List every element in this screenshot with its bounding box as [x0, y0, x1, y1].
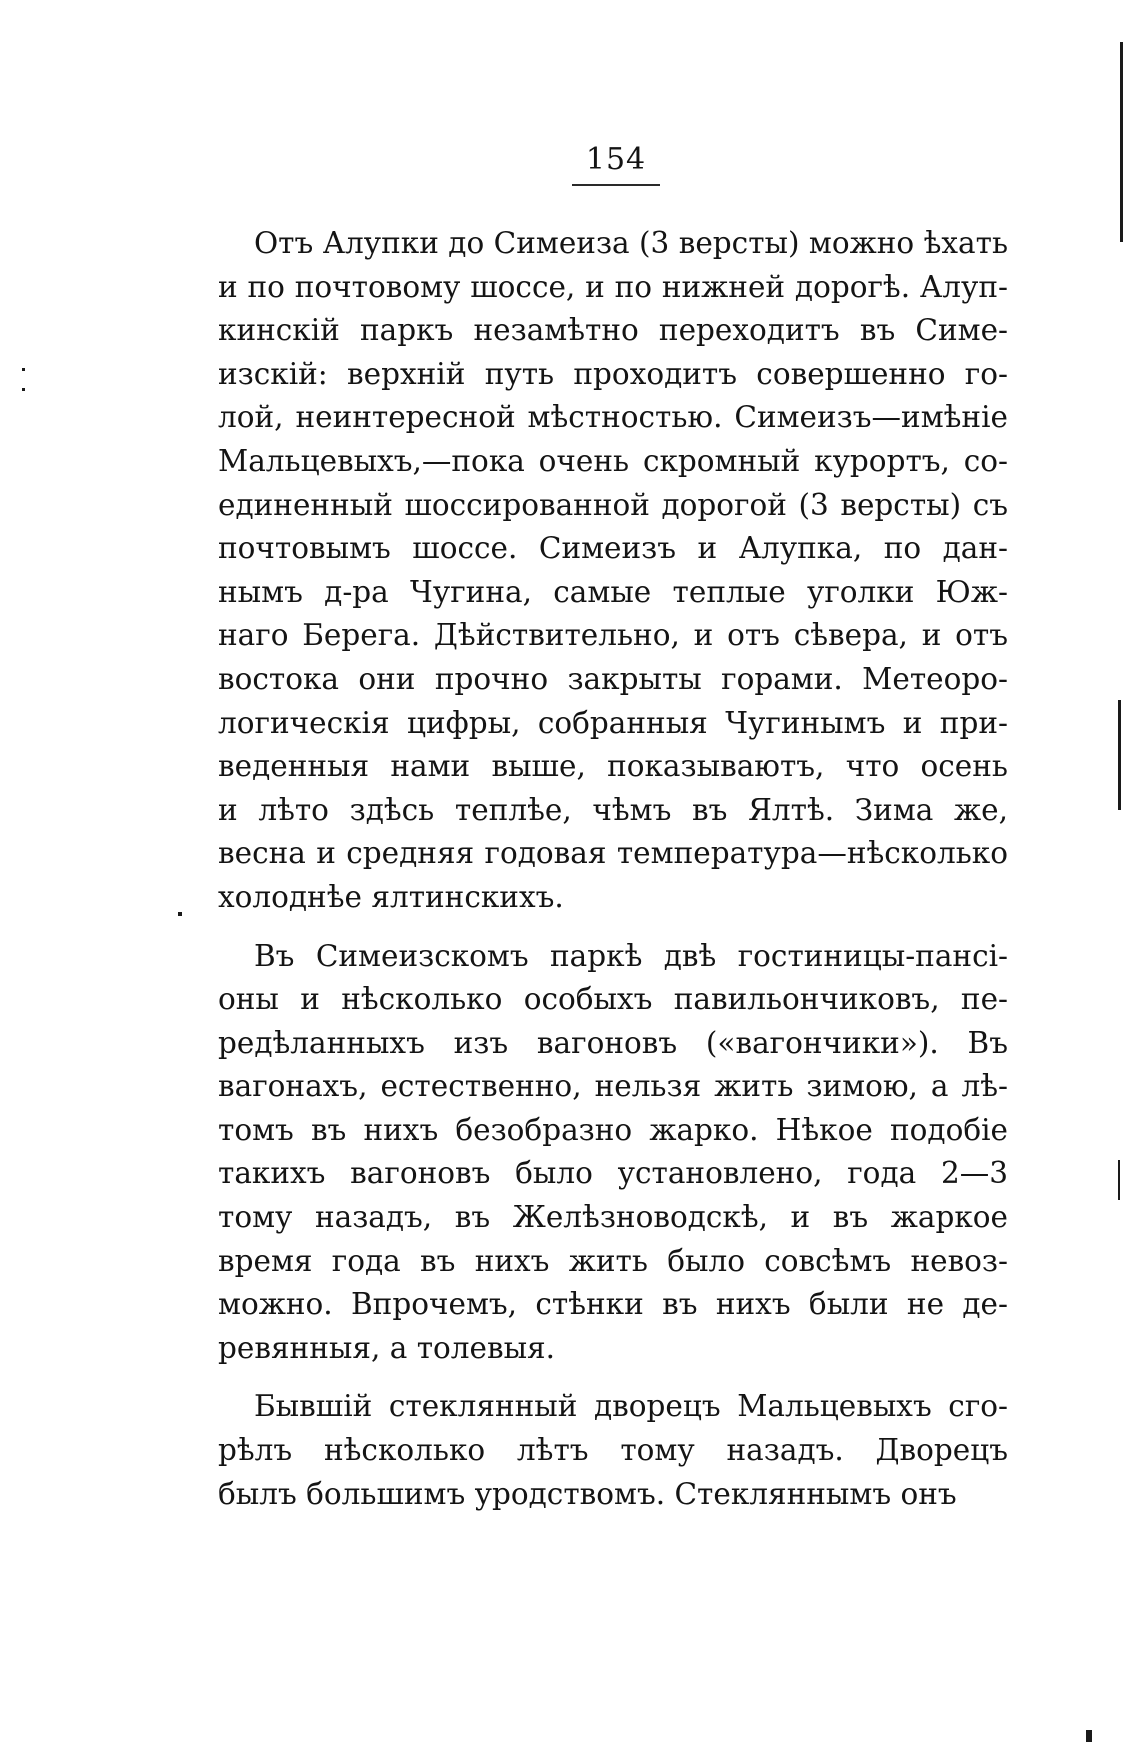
text-line: почтовымъ шоссе. Симеизъ и Алупка, по дан-: [218, 531, 1008, 566]
text-line: и лѣто здѣсь теплѣе, чѣмъ въ Ялтѣ. Зима же,: [218, 792, 1008, 827]
text-line: вагонахъ, естественно, нельзя жить зимою, а лѣ-: [218, 1069, 1008, 1104]
scan-edge-mark: [1118, 1160, 1120, 1200]
text-line: Въ Симеизскомъ паркѣ двѣ гостиницы-пансі-: [254, 938, 1008, 973]
text-line: востока они прочно закрыты горами. Метеоро-: [218, 661, 1008, 696]
text-line: веденныя нами выше, показываютъ, что осень: [218, 749, 1008, 784]
text-line: рѣлъ нѣсколько лѣтъ тому назадъ. Дворецъ: [218, 1433, 1008, 1468]
paragraph: [218, 1385, 1008, 1516]
scan-speck: [22, 388, 25, 391]
text-line: томъ въ нихъ безобразно жарко. Нѣкое подобіе: [218, 1112, 1008, 1147]
text-line: холоднѣе ялтинскихъ.: [218, 879, 564, 914]
text-line: лой, неинтересной мѣстностью. Симеизъ—имѣніе: [218, 400, 1008, 435]
text-line: весна и средняя годовая температура—нѣсколько: [218, 836, 1008, 871]
body-text: [218, 222, 1008, 1531]
text-line: Бывшій стеклянный дворецъ Мальцевыхъ сго-: [254, 1389, 1008, 1424]
text-line: время года въ нихъ жить было совсѣмъ невоз-: [218, 1243, 1008, 1278]
scan-speck: [178, 912, 182, 916]
text-line: изскій: верхній путь проходитъ совершенно го-: [218, 356, 1008, 391]
text-line: ревянныя, а толевыя.: [218, 1330, 556, 1365]
text-line: единенный шоссированной дорогой (3 версты) съ: [218, 487, 1008, 522]
paragraph: [218, 935, 1008, 1371]
text-line: Мальцевыхъ,—пока очень скромный курортъ, со-: [218, 443, 1008, 478]
text-line: оны и нѣсколько особыхъ павильончиковъ, пе-: [218, 982, 1008, 1017]
paragraph: [218, 222, 1008, 920]
scan-edge-mark: [1120, 42, 1123, 242]
scan-speck: [22, 368, 25, 371]
page-number-rule: [572, 184, 660, 186]
text-line: такихъ вагоновъ было установлено, года 2—3: [218, 1156, 1008, 1191]
text-line: наго Берега. Дѣйствительно, и отъ сѣвера, и отъ: [218, 618, 1008, 653]
text-line: можно. Впрочемъ, стѣнки въ нихъ были не де-: [218, 1287, 1008, 1322]
scan-edge-mark: [1118, 700, 1121, 810]
page-number: 154: [585, 142, 647, 177]
text-line: логическія цифры, собранныя Чугинымъ и при-: [218, 705, 1008, 740]
text-line: нымъ д-ра Чугина, самые теплые уголки Юж-: [218, 574, 1008, 609]
text-line: былъ большимъ уродствомъ. Стекляннымъ онъ: [218, 1476, 957, 1511]
text-line: кинскій паркъ незамѣтно переходитъ въ Симе-: [218, 313, 1008, 348]
text-line: редѣланныхъ изъ вагоновъ («вагончики»). Въ: [218, 1025, 1008, 1060]
text-line: тому назадъ, въ Желѣзноводскѣ, и въ жаркое: [218, 1200, 1008, 1235]
text-line: и по почтовому шоссе, и по нижней дорогѣ. Алуп-: [218, 269, 1008, 304]
scan-speck: [1086, 1730, 1092, 1742]
text-line: Отъ Алупки до Симеиза (3 версты) можно ѣхать: [254, 226, 1008, 260]
